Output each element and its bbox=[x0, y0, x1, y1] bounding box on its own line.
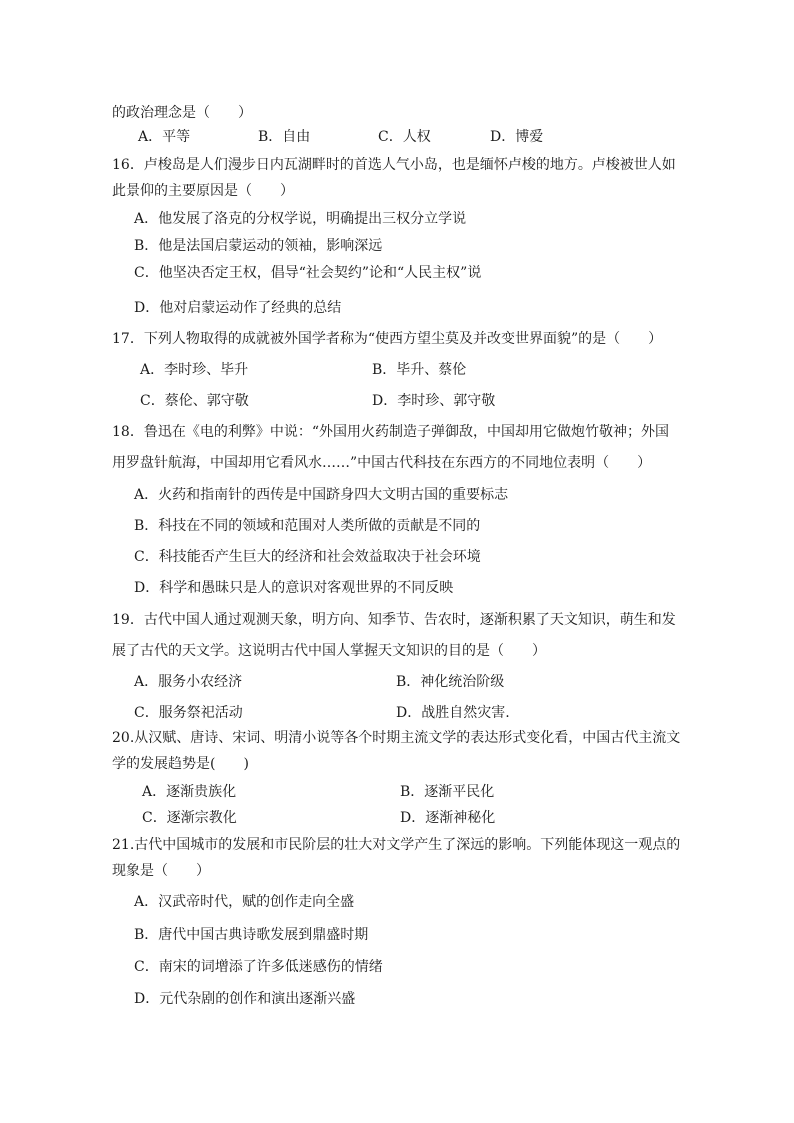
q19-option-a: A．服务小农经济 bbox=[134, 674, 243, 690]
q15-option-d: D．博爱 bbox=[490, 129, 544, 145]
q16-option-c: C．他坚决否定王权，倡导“社会契约”论和“人民主权”说 bbox=[134, 265, 482, 281]
q21-stem-line-2: 现象是（ ） bbox=[112, 863, 210, 879]
q17-stem-line-1: 17．下列人物取得的成就被外国学者称为“使西方望尘莫及并改变世界面貌”的是（ ） bbox=[112, 331, 663, 347]
q20-option-a: A．逐渐贵族化 bbox=[142, 784, 237, 800]
q19-option-d: D．战胜自然灾害. bbox=[396, 705, 510, 721]
q18-option-c: C．科技能否产生巨大的经济和社会效益取决于社会环境 bbox=[134, 549, 481, 565]
q21-option-d: D．元代杂剧的创作和演出逐渐兴盛 bbox=[134, 991, 356, 1007]
q19-option-b: B．神化统治阶级 bbox=[396, 674, 505, 690]
q16-stem-line-1: 16．卢梭岛是人们漫步日内瓦湖畔时的首选人气小岛，也是缅怀卢梭的地方。卢梭被世人如 bbox=[112, 157, 676, 173]
q20-option-c: C．逐渐宗教化 bbox=[142, 810, 237, 826]
q20-stem-line-1: 20.从汉赋、唐诗、宋词、明清小说等各个时期主流文学的表达形式变化看，中国古代主流文 bbox=[112, 730, 681, 746]
q19-stem-line-1: 19．古代中国人通过观测天象，明方向、知季节、告农时，逐渐积累了天文知识，萌生和发 bbox=[112, 612, 676, 628]
q17-option-b: B．毕升、蔡伦 bbox=[372, 362, 467, 378]
q16-stem-line-2: 此景仰的主要原因是（ ） bbox=[112, 183, 294, 199]
q16-option-a: A．他发展了洛克的分权学说，明确提出三权分立学说 bbox=[134, 211, 467, 227]
q21-option-c: C．南宋的词增添了许多低迷感伤的情绪 bbox=[134, 959, 383, 975]
q17-option-c: C．蔡伦、郭守敬 bbox=[140, 393, 249, 409]
q18-option-d: D．科学和愚昧只是人的意识对客观世界的不同反映 bbox=[134, 580, 454, 596]
q15-stem-end: 的政治理念是（ ） bbox=[112, 105, 252, 121]
q19-stem-line-2: 展了古代的天文学。这说明古代中国人掌握天文知识的目的是（ ） bbox=[112, 643, 546, 659]
q15-option-c: C．人权 bbox=[378, 129, 431, 145]
q16-option-d: D．他对启蒙运动作了经典的总结 bbox=[134, 300, 342, 316]
q18-stem-line-2: 用罗盘针航海，中国却用它看风水……”中国古代科技在东西方的不同地位表明（ ） bbox=[112, 455, 652, 471]
q20-option-b: B．逐渐平民化 bbox=[400, 784, 495, 800]
q16-option-b: B．他是法国启蒙运动的领袖，影响深远 bbox=[134, 238, 383, 254]
q21-option-a: A．汉武帝时代，赋的创作走向全盛 bbox=[134, 894, 355, 910]
q17-option-a: A．李时珍、毕升 bbox=[140, 362, 249, 378]
q17-option-d: D．李时珍、郭守敬 bbox=[372, 393, 496, 409]
q21-option-b: B．唐代中国古典诗歌发展到鼎盛时期 bbox=[134, 927, 369, 943]
q19-option-c: C．服务祭祀活动 bbox=[134, 705, 243, 721]
q18-option-a: A．火药和指南针的西传是中国跻身四大文明古国的重要标志 bbox=[134, 487, 509, 503]
q15-option-b: B．自由 bbox=[258, 129, 311, 145]
q18-stem-line-1: 18．鲁迅在《电的利弊》中说：“外国用火药制造子弹御敌，中国却用它做炮竹敬神；外国 bbox=[112, 424, 669, 440]
q15-option-a: A．平等 bbox=[138, 129, 191, 145]
q20-stem-line-2: 学的发展趋势是( ) bbox=[112, 756, 249, 772]
q21-stem-line-1: 21.古代中国城市的发展和市民阶层的壮大对文学产生了深远的影响。下列能体现这一观点的 bbox=[112, 837, 681, 853]
q18-option-b: B．科技在不同的领域和范围对人类所做的贡献是不同的 bbox=[134, 518, 481, 534]
q20-option-d: D．逐渐神秘化 bbox=[400, 810, 496, 826]
